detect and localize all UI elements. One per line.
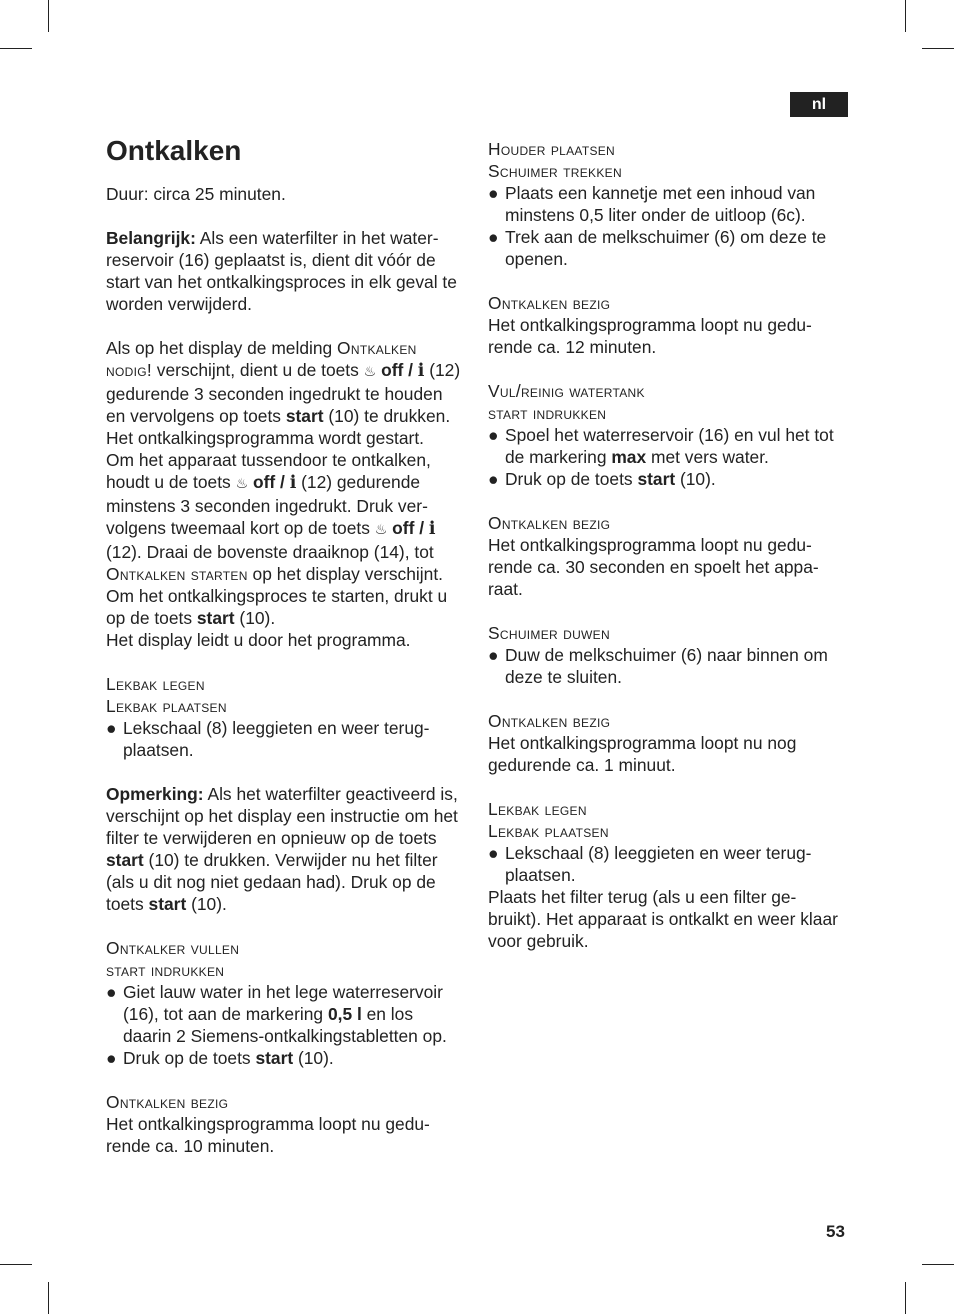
status-text: Het ontkalkingsprogramma loopt nu gedu-rende ca. 30 seconden en spoelt het appa-raat. (488, 535, 819, 599)
start-key-label: start (196, 608, 235, 628)
list-item (106, 1047, 466, 1069)
start-key-label: start (637, 469, 676, 489)
text: Om het apparaat tussendoor te ontkalken, houdt u de toets (106, 450, 431, 492)
list-item-text: (10). (675, 469, 716, 489)
text: (10). (186, 894, 227, 914)
display-message-paragraph (106, 337, 466, 449)
marking-label: 0,5 l (327, 1004, 362, 1024)
list-item (488, 424, 848, 468)
info-icon: i (417, 361, 425, 381)
section-heading: Schuimer trekken (488, 161, 622, 181)
section-heading: Ontkalker vullen (106, 938, 240, 958)
section-heading: Ontkalken bezig (488, 513, 611, 533)
bullet-icon: ● (106, 1048, 117, 1068)
list-item-text: Duw de melkschuimer (6) naar binnen om deze te sluiten. (505, 645, 828, 687)
crop-mark (905, 1282, 906, 1314)
list-item (488, 842, 848, 886)
bullet-icon: ● (106, 982, 117, 1002)
manual-descale-paragraph (106, 449, 466, 629)
text: (10) te drukken. Verwijder nu het filter (als u dit nog niet gedaan had). Druk op de toets (106, 850, 438, 914)
language-tab: nl (790, 92, 848, 117)
section-heading: Ontkalken bezig (488, 293, 611, 313)
section-heading: Lekbak legen (106, 674, 205, 694)
list-item-text: en los daarin 2 Siemens-ontkalkingstabletten op. (123, 1004, 447, 1046)
section-heading: Lekbak plaatsen (488, 821, 609, 841)
display-guide-text: Het display leidt u door het programma. (106, 630, 411, 650)
important-label: Belangrijk: (106, 228, 196, 248)
crop-mark (905, 0, 906, 32)
section-heading: Houder plaatsen (488, 139, 616, 159)
display-message: Ontkalken starten (106, 564, 248, 584)
display-message: Ontkalken nodig! (106, 338, 417, 380)
list-item-text: (10). (293, 1048, 334, 1068)
status-text: Het ontkalkingsprogramma loopt nu gedu-rende ca. 10 minuten. (106, 1114, 430, 1156)
text: (10) te drukken. Het ontkalkingsprogramma wordt gestart. (106, 406, 451, 448)
text: (12). Draai de bovenste draaiknop (14), tot (106, 542, 434, 562)
list-item-text: met vers water. (646, 447, 769, 467)
crop-mark (0, 1264, 32, 1265)
crop-mark (48, 1282, 49, 1314)
off-key-label: off / (381, 360, 418, 380)
list-item (488, 182, 848, 226)
page-title: Ontkalken (106, 135, 242, 166)
info-icon: i (428, 519, 436, 539)
off-key-label: off / (252, 472, 290, 492)
text: (10). (234, 608, 276, 628)
bullet-icon: ● (488, 183, 499, 203)
status-text: Het ontkalkingsprogramma loopt nu gedu-rende ca. 12 minuten. (488, 315, 812, 357)
section-heading: Vul/reinig watertank (488, 381, 645, 401)
start-key-label: start (148, 894, 187, 914)
section-heading: Lekbak legen (488, 799, 587, 819)
text: Als op het display de melding (106, 338, 338, 358)
start-key-label: start (106, 850, 144, 870)
off-key-label: off / (392, 518, 429, 538)
bullet-icon: ● (488, 227, 499, 247)
list-item (488, 468, 848, 490)
important-text: Als een waterfilter in het water-reservoir (16) geplaatst is, dient dit vóór de start van het ontkalkingsproces in elk geval te worden verwijderd. (106, 228, 457, 314)
crop-mark (48, 0, 49, 32)
right-column (488, 138, 848, 952)
start-key-label: start (285, 406, 324, 426)
list-item-text: Giet lauw water in het lege waterreservoir (16), tot aan de markering (123, 982, 443, 1024)
bullet-icon: ● (488, 469, 499, 489)
section-heading: start indrukken (106, 960, 225, 980)
duration-text: Duur: circa 25 minuten. (106, 184, 286, 204)
steam-icon: ♨ (235, 476, 249, 492)
list-item-text: Plaats een kannetje met een inhoud van minstens 0,5 liter onder de uitloop (6c). (505, 183, 816, 225)
note-label: Opmerking: (106, 784, 204, 804)
page-number: 53 (826, 1222, 845, 1241)
info-icon: i (289, 473, 297, 493)
bullet-icon: ● (106, 718, 117, 738)
text: verschijnt, dient u de toets (151, 360, 364, 380)
text: (12) gedurende minstens 3 seconden ingedrukt. Druk ver-volgens tweemaal kort op de toets (106, 472, 428, 538)
text: op het display verschijnt. Om het ontkalkingsproces te starten, drukt u op de toets (106, 564, 448, 628)
list-item-text: Druk op de toets (123, 1048, 256, 1068)
important-paragraph (106, 227, 466, 315)
bullet-icon: ● (488, 843, 499, 863)
section-heading: Schuimer duwen (488, 623, 610, 643)
list-item-text: Druk op de toets (505, 469, 638, 489)
list-item (106, 717, 466, 761)
start-key-label: start (255, 1048, 294, 1068)
text: Als het waterfilter geactiveerd is, verschijnt op het display een instructie om het filter te verwijderen en opnieuw op de toets (106, 784, 458, 848)
list-item-text: Lekschaal (8) leeggieten en weer terug-plaatsen. (505, 843, 812, 885)
steam-icon: ♨ (363, 364, 377, 380)
crop-mark (922, 1264, 954, 1265)
list-item-text: Spoel het waterreservoir (16) en vul het tot de markering (505, 425, 834, 467)
crop-mark (0, 48, 32, 49)
bullet-icon: ● (488, 425, 499, 445)
note-paragraph (106, 783, 466, 915)
list-item-text: Trek aan de melkschuimer (6) om deze te openen. (505, 227, 827, 269)
status-text: Het ontkalkingsprogramma loopt nu nog gedurende ca. 1 minuut. (488, 733, 797, 775)
section-heading: start indrukken (488, 403, 607, 423)
list-item (488, 226, 848, 270)
section-heading: Ontkalken bezig (488, 711, 611, 731)
closing-text: Plaats het filter terug (als u een filter ge-bruikt). Het apparaat is ontkalkt en weer klaar voor gebruik. (488, 887, 838, 951)
list-item-text: Lekschaal (8) leeggieten en weer terug-plaatsen. (123, 718, 430, 760)
left-column (106, 133, 466, 1157)
text: (12) gedurende 3 seconden ingedrukt te houden en vervolgens op toets (106, 360, 461, 426)
steam-icon: ♨ (374, 522, 388, 538)
section-heading: Ontkalken bezig (106, 1092, 229, 1112)
bullet-icon: ● (488, 645, 499, 665)
crop-mark (922, 48, 954, 49)
list-item (106, 981, 466, 1047)
list-item (488, 644, 848, 688)
marking-label: max (611, 447, 647, 467)
section-heading: Lekbak plaatsen (106, 696, 227, 716)
